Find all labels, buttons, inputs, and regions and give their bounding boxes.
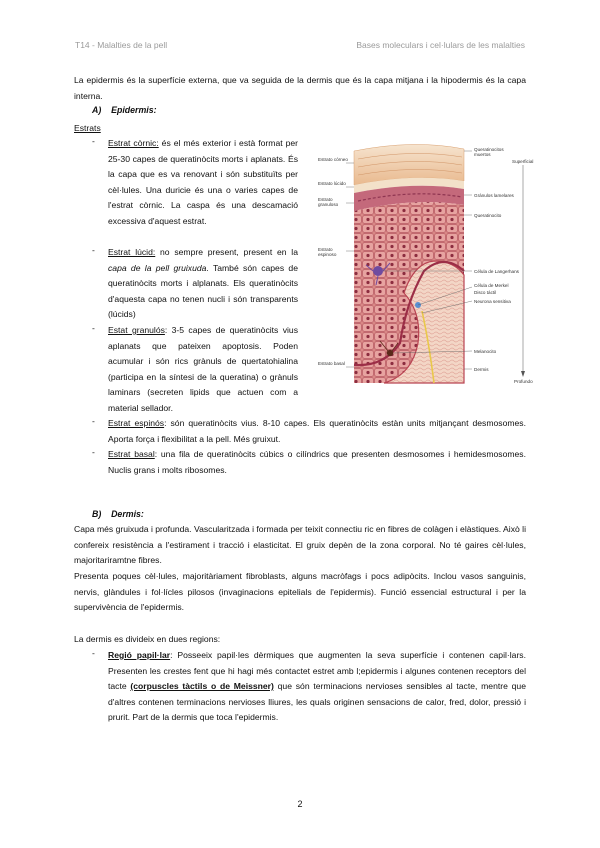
epidermis-illustration xyxy=(314,143,536,387)
meissner-link[interactable]: (corpuscles tàctils o de Meissner) xyxy=(130,681,274,692)
stratum-lucid-text-b: . També són capes de queratinòcits morts i alplanats. Els queratinòcits d'aquesta capa no tenen nucli i són transparents (lúcids) xyxy=(108,262,298,320)
stratum-corni-name: Estrat còrnic: xyxy=(108,138,159,148)
stratum-granulos-text: : 3-5 capes de queratinòcits vius aplanats que pateixen apoptosis. Poden acumular i són rics grànuls de quertatohialina (participa en la síntesi de la queratina) o grànuls laminars (secreten lipids que actuen com a material sellador. xyxy=(108,325,298,413)
stratum-basal-name: Estrat basal xyxy=(108,449,155,459)
stratum-espinos xyxy=(108,416,526,447)
label-profundo: Profundo xyxy=(514,379,533,384)
stratum-granulos-name: Estat granulós xyxy=(108,325,165,335)
label-queratinocitos-muertos: Queratinocitos muertos xyxy=(474,147,504,157)
bullet-marker: - xyxy=(92,245,95,255)
label-granulos-lamelares: Gránulos lamelares xyxy=(474,193,514,198)
label-basal: Estrato basal xyxy=(318,361,345,366)
label-corneo: Estrato córneo xyxy=(318,157,348,162)
papillary-text-b: que són terminacions nervioses sensibles al tacte, mentre que d'altres contenen terminacions nervioses lliures, les quals originen sensacions de calor, fred, dolor, pressió i prurit. Part de la dermis que toca l'epidermis. xyxy=(108,681,526,723)
label-queratinocito: Queratinocito xyxy=(474,213,502,218)
section-b-heading xyxy=(92,509,144,519)
stratum-corni xyxy=(108,136,298,230)
estrats-title: Estrats xyxy=(74,123,101,133)
section-b-title: Dermis: xyxy=(111,509,144,519)
section-a-title: Epidermis: xyxy=(111,105,157,115)
bullet-marker: - xyxy=(92,447,95,457)
stratum-basal-text: : una fila de queratinòcits cúbics o cilíndrics que presenten desmosomes i hemidesmosomes. Nuclis grans i molts ribosomes. xyxy=(108,449,526,475)
label-superficial: Superficial xyxy=(512,159,534,164)
label-espinoso: Estrato espinoso xyxy=(318,247,337,257)
bullet-marker: - xyxy=(92,416,95,426)
label-neurona: Neurona sensitiva xyxy=(474,299,511,304)
epidermis-figure xyxy=(314,143,536,387)
stratum-granulos xyxy=(108,323,298,417)
header-left: T14 - Malalties de la pell xyxy=(75,40,168,50)
stratum-lucid-name: Estrat lúcid: xyxy=(108,247,156,257)
stratum-basal xyxy=(108,447,526,478)
stratum-lucid-emph: capa de la pell gruixuda xyxy=(108,262,207,273)
stratum-espinos-name: Estrat espinós xyxy=(108,418,165,428)
dermis-paragraph-3: La dermis es divideix en dues regions: xyxy=(74,634,221,644)
label-langerhans: Célula de Langerhans xyxy=(474,269,519,274)
bullet-marker: - xyxy=(92,323,95,333)
bullet-marker: - xyxy=(92,648,95,658)
page-number: 2 xyxy=(297,799,303,809)
section-b-letter: B) xyxy=(92,509,102,519)
papillary-region xyxy=(108,648,526,726)
section-a-heading xyxy=(92,105,157,115)
stratum-corni-text: és el més exterior i està format per 25-30 capes de queratinòcits morts i aplanats. És la capa que es va renovant i són substituïts per cèl·lules. Una duricie és una o varies capes de l'estrat còrnic. La caspa és una descamació excessiva d'aquest estrat. xyxy=(108,138,298,226)
section-a-letter: A) xyxy=(92,105,102,115)
papillary-text-a: : Posseeix papil·les dèrmiques que augmenten la seva superfície i contenen capil·lars. Presenten les crestes fent que hi hagi més contactet estret amb l;epidermis i algunes contenen receptors del tacte xyxy=(108,650,526,692)
header-right: Bases moleculars i cel·lulars de les malalties xyxy=(356,40,525,50)
label-merkel: Célula de Merkel xyxy=(474,283,509,288)
label-granuloso: Estrato granuloso xyxy=(318,197,339,207)
papillary-name: Regió papil·lar xyxy=(108,650,171,660)
bullet-marker: - xyxy=(92,136,95,146)
label-dermis: Dermis xyxy=(474,367,489,372)
stratum-lucid xyxy=(108,245,298,323)
label-lucido: Estrato lúcido xyxy=(318,181,346,186)
stratum-espinos-text: : són queratinòcits vius. 8-10 capes. Els queratinòcits estàn units mitjançant desmosomes. Aporta força i flexibilitat a la pell. Més gruixut. xyxy=(108,418,526,444)
label-disco-tactil: Disco táctil xyxy=(474,290,497,295)
label-melanocito: Melanocito xyxy=(474,349,497,354)
dermis-paragraph-1: Capa més gruixuda i profunda. Vascularitzada i formada per teixit connectiu ric en fibres de colàgen i elàstiques. Això li confereix resistència a l'estirament i tracció i elasticitat. El gruix depèn de la zona corporal. No té gaires cèl·lules, majoritariramtne fibres. xyxy=(74,524,526,566)
stratum-lucid-text-a: no sempre present, present en la xyxy=(155,247,298,257)
intro-paragraph: La epidermis és la superfície externa, que va seguida de la dermis que és la capa mitjana i la hipodermis és la capa interna. xyxy=(74,75,526,101)
dermis-paragraph-2: Presenta poques cèl·lules, majoritàriament fibroblasts, alguns macròfags i pocs adipòcits. Inclou vasos sanguinis, nervis, glàndules i fol·lícles pilosos (invaginacions epitelials de l'epidermis). Funció essencial estructural i per la supervivència de l'epidermis. xyxy=(74,571,526,613)
